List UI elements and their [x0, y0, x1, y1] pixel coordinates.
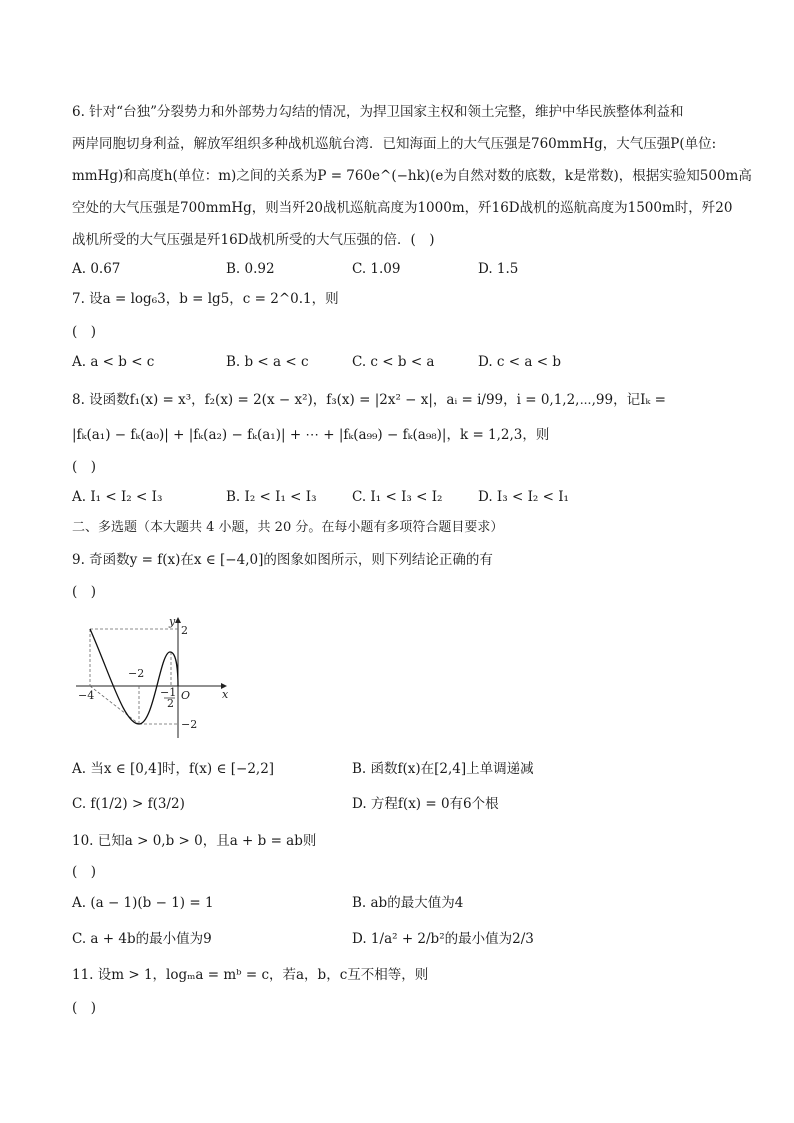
q6-option-c: C. 1.09 — [352, 261, 401, 277]
origin-label: O — [181, 689, 191, 702]
x-neg4-label: −4 — [78, 689, 95, 702]
q6-line-1: 6. 针对“台独”分裂势力和外部势力勾结的情况，为捍卫国家主权和领土完整，维护中华民族整体利益和 — [72, 104, 684, 120]
q6-option-d: D. 1.5 — [478, 261, 519, 277]
x-neg-half-numerator: −1 — [160, 686, 177, 699]
q11-paren: ( ) — [72, 1000, 97, 1016]
q7-option-b: B. b < a < c — [226, 354, 309, 370]
x-axis-label: x — [222, 688, 229, 701]
q9-stem: 9. 奇函数y = f(x)在x ∈ [−4,0]的图象如图所示，则下列结论正确的有 — [72, 552, 493, 568]
q8-option-c: C. I₁ < I₃ < I₂ — [352, 489, 443, 505]
q10-option-c: C. a + 4b的最小值为9 — [72, 931, 212, 947]
q10-option-a: A. (a − 1)(b − 1) = 1 — [72, 895, 214, 911]
x-neg2-label: −2 — [128, 667, 145, 680]
q8-option-d: D. I₃ < I₂ < I₁ — [478, 489, 569, 505]
q7-option-c: C. c < b < a — [352, 354, 435, 370]
q9-option-d: D. 方程f(x) = 0有6个根 — [352, 796, 499, 812]
q9-option-a: A. 当x ∈ [0,4]时，f(x) ∈ [−2,2] — [72, 761, 275, 777]
q9-option-b: B. 函数f(x)在[2,4]上单调递减 — [352, 761, 534, 777]
q9-option-c: C. f(1/2) > f(3/2) — [72, 796, 185, 812]
q7-paren: ( ) — [72, 324, 97, 340]
q8-option-b: B. I₂ < I₁ < I₃ — [226, 489, 317, 505]
q8-paren: ( ) — [72, 459, 97, 475]
q9-paren: ( ) — [72, 584, 97, 600]
q10-option-d: D. 1/a² + 2/b²的最小值为2/3 — [352, 931, 534, 947]
q9-function-graph — [74, 614, 234, 742]
q6-line-4: 空处的大气压强是700mmHg，则当歼20战机巡航高度为1000m，歼16D战机的巡航高度为1500m时，歼20 — [72, 200, 733, 216]
q8-stem-2: |fₖ(a₁) − fₖ(a₀)| + |fₖ(a₂) − fₖ(a₁)| + ⋯ + |fₖ(a₉₉) − fₖ(a₉₈)|，k = 1,2,3，则 — [72, 427, 550, 443]
q6-line-5: 战机所受的大气压强是歼16D战机所受的大气压强的倍．( ) — [72, 232, 435, 248]
x-neg-half-denominator: 2 — [167, 697, 174, 710]
y-axis-label: y — [169, 615, 176, 628]
q6-line-3: mmHg)和高度h(单位：m)之间的关系为P = 760e^(−hk)(e为自然对数的底数，k是常数)，根据实验知500m高 — [72, 168, 752, 184]
section-heading-multiple-choice: 二、多选题（本大题共 4 小题，共 20 分。在每小题有多项符合题目要求） — [72, 520, 504, 535]
q6-option-a: A. 0.67 — [72, 261, 121, 277]
q7-option-d: D. c < a < b — [478, 354, 561, 370]
q7-option-a: A. a < b < c — [72, 354, 155, 370]
y-bottom-label: −2 — [181, 718, 198, 731]
y-top-label: 2 — [181, 624, 188, 637]
q10-option-b: B. ab的最大值为4 — [352, 895, 464, 911]
q10-paren: ( ) — [72, 864, 97, 880]
q8-option-a: A. I₁ < I₂ < I₃ — [72, 489, 163, 505]
q7-stem: 7. 设a = log₆3，b = lg5，c = 2^0.1，则 — [72, 291, 339, 307]
q6-line-2: 两岸同胞切身利益，解放军组织多种战机巡航台湾．已知海面上的大气压强是760mmHg，大气压强P(单位: — [72, 136, 717, 152]
q6-option-b: B. 0.92 — [226, 261, 275, 277]
q8-stem: 8. 设函数f₁(x) = x³，f₂(x) = 2(x − x²)，f₃(x) = |2x² − x|，aᵢ = i/99，i = 0,1,2,⋯,99，记Iₖ = — [72, 392, 666, 408]
q10-stem: 10. 已知a > 0,b > 0，且a + b = ab则 — [72, 833, 317, 849]
q11-stem: 11. 设m > 1，logₘa = mᵇ = c，若a，b，c互不相等，则 — [72, 967, 429, 983]
